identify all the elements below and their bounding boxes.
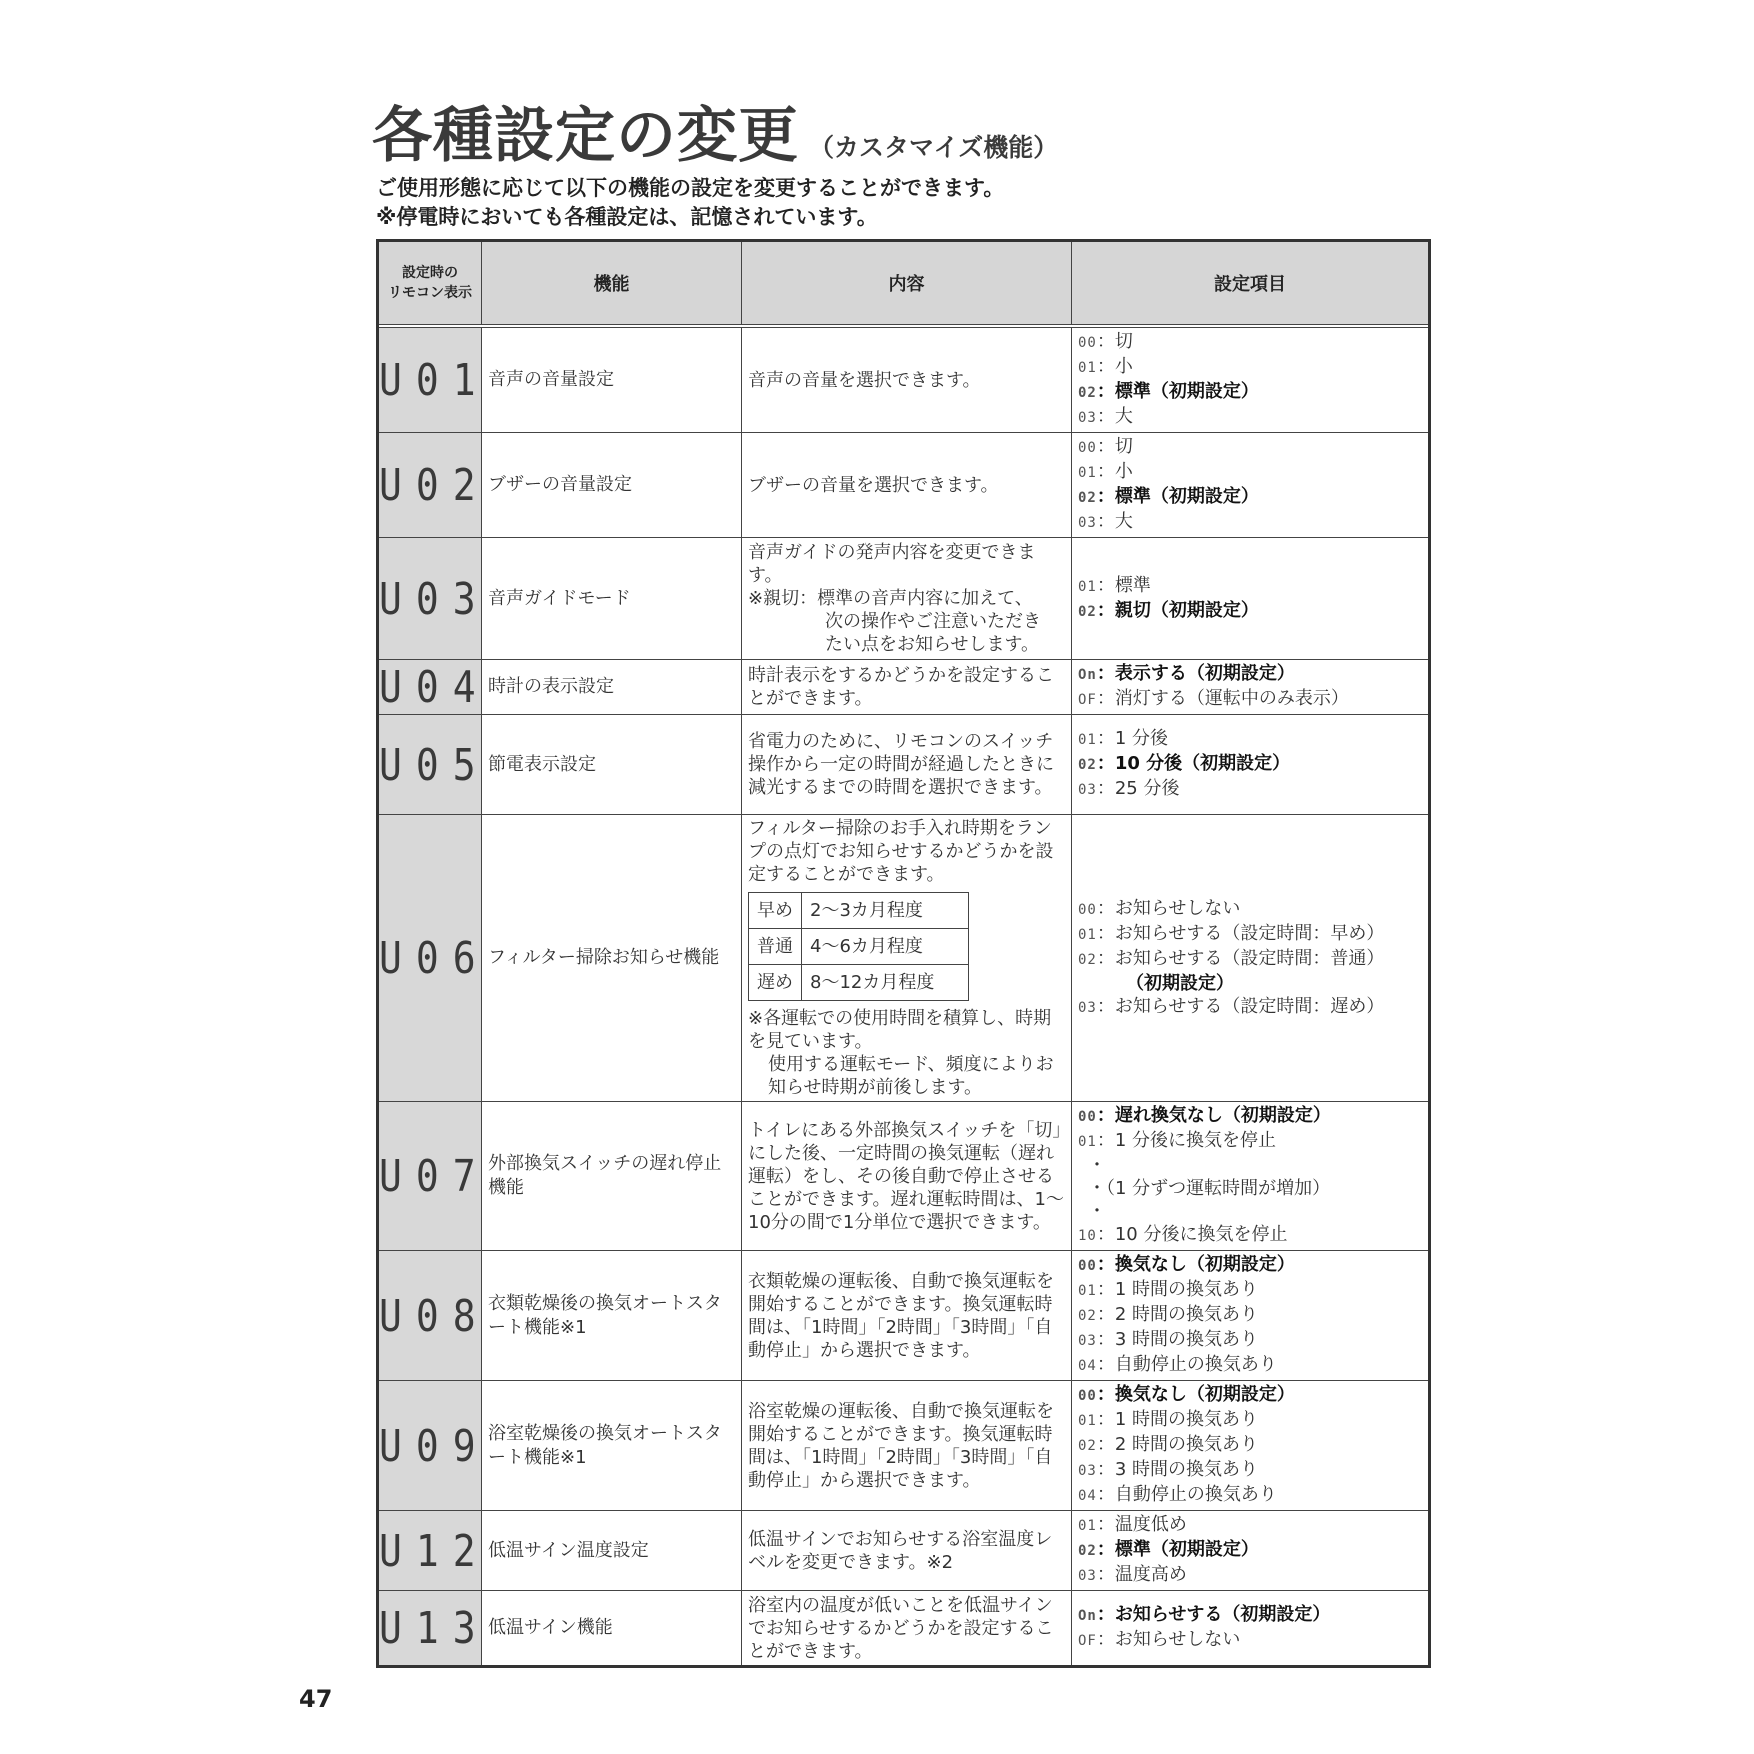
setting-option bbox=[1078, 380, 1422, 405]
option-code: 03 bbox=[1078, 1568, 1097, 1584]
option-code: On bbox=[1078, 1608, 1097, 1624]
setting-option bbox=[1078, 1154, 1422, 1177]
option-text: ：自動停止の換気あり bbox=[1096, 1484, 1277, 1505]
option-text: ：お知らせする（設定時間：早め） bbox=[1096, 922, 1385, 944]
option-code: 01 bbox=[1078, 578, 1097, 595]
title-sub: （カスタマイズ機能） bbox=[809, 133, 1059, 162]
setting-option bbox=[1078, 1303, 1422, 1328]
setting-option bbox=[1078, 897, 1422, 922]
setting-option bbox=[1078, 1483, 1422, 1508]
table-row bbox=[378, 660, 1430, 715]
setting-option bbox=[1078, 1253, 1422, 1278]
header-code: 設定時の リモコン表示 bbox=[378, 241, 482, 325]
setting-options bbox=[1072, 660, 1430, 715]
setting-option bbox=[1078, 510, 1422, 535]
period-row bbox=[749, 965, 969, 1001]
option-text: ：小 bbox=[1096, 356, 1133, 377]
option-code: 04 bbox=[1078, 1488, 1097, 1504]
period-row bbox=[749, 893, 969, 929]
option-text: ：3 時間の換気あり bbox=[1096, 1329, 1259, 1350]
option-text: ：自動停止の換気あり bbox=[1096, 1354, 1277, 1375]
note-text: ※各運転での使用時間を積算し、時期を見ています。 bbox=[748, 1008, 1052, 1052]
option-text: ：お知らせする（設定時間：遅め） bbox=[1096, 995, 1385, 1017]
header-function: 機能 bbox=[482, 241, 742, 325]
function-name: 音声ガイドモード bbox=[482, 538, 742, 660]
option-text: ・ bbox=[1088, 1201, 1106, 1222]
option-code: 01 bbox=[1078, 732, 1097, 748]
table-row bbox=[378, 815, 1430, 1102]
setting-option bbox=[1078, 355, 1422, 380]
function-name: 節電表示設定 bbox=[482, 715, 742, 815]
function-name: 外部換気スイッチの遅れ停止機能 bbox=[482, 1102, 742, 1251]
setting-option bbox=[1078, 1408, 1422, 1433]
option-code: 02 bbox=[1078, 1308, 1097, 1324]
function-description: 音声の音量を選択できます。 bbox=[742, 328, 1072, 433]
option-text: ：切 bbox=[1096, 436, 1133, 457]
setting-options bbox=[1072, 1511, 1430, 1591]
option-code: 00 bbox=[1078, 1258, 1097, 1274]
option-text: ：遅れ換気なし（初期設定） bbox=[1096, 1105, 1331, 1126]
option-text: ：温度低め bbox=[1096, 1514, 1187, 1535]
setting-option bbox=[1078, 727, 1422, 752]
remote-display-code: U08 bbox=[378, 1251, 482, 1381]
period-value: 2～3カ月程度 bbox=[802, 893, 969, 929]
option-code: OF bbox=[1078, 1633, 1097, 1649]
option-text: ：温度高め bbox=[1096, 1564, 1187, 1585]
option-text: ：標準（初期設定） bbox=[1096, 381, 1259, 402]
option-code: 00 bbox=[1078, 1388, 1097, 1404]
option-text: ・（1 分ずつ運転時間が増加） bbox=[1088, 1178, 1331, 1199]
table-row bbox=[378, 1102, 1430, 1251]
option-code: 01 bbox=[1078, 1283, 1097, 1299]
option-code: 02 bbox=[1078, 757, 1097, 773]
setting-option bbox=[1078, 1129, 1422, 1154]
option-code: 02 bbox=[1078, 603, 1097, 620]
note-text: 次の操作やご注意いただき bbox=[825, 611, 1041, 632]
setting-option bbox=[1078, 662, 1422, 687]
option-code: 01 bbox=[1078, 1134, 1097, 1150]
option-text: ：消灯する（運転中のみ表示） bbox=[1096, 688, 1349, 709]
option-text: ：25 分後 bbox=[1096, 778, 1180, 799]
setting-option bbox=[1078, 1458, 1422, 1483]
option-code: 01 bbox=[1078, 1518, 1097, 1534]
table-row bbox=[378, 1591, 1430, 1667]
intro-text bbox=[376, 174, 1004, 232]
function-name: 低温サイン温度設定 bbox=[482, 1511, 742, 1591]
setting-options bbox=[1072, 815, 1430, 1102]
note-text: 使用する運転モード、頻度によりお知らせ時期が前後します。 bbox=[768, 1054, 1054, 1098]
function-name: ブザーの音量設定 bbox=[482, 433, 742, 538]
option-text: ：親切（初期設定） bbox=[1096, 599, 1259, 621]
option-code: 03 bbox=[1078, 782, 1097, 798]
settings-table bbox=[376, 239, 1431, 1668]
option-code: 00 bbox=[1078, 1109, 1097, 1125]
intro-line-2: ※停電時においても各種設定は、記憶されています。 bbox=[376, 205, 878, 229]
option-text: ：標準（初期設定） bbox=[1096, 486, 1259, 507]
setting-option bbox=[1078, 485, 1422, 510]
period-value: 8～12カ月程度 bbox=[802, 965, 969, 1001]
note-text: たい点をお知らせします。 bbox=[825, 634, 1040, 655]
setting-option bbox=[1078, 687, 1422, 712]
option-text: ：10 分後に換気を停止 bbox=[1096, 1224, 1288, 1245]
function-description: 低温サインでお知らせする浴室温度レベルを変更できます。※2 bbox=[742, 1511, 1072, 1591]
remote-display-code: U01 bbox=[378, 328, 482, 433]
option-code: 03 bbox=[1078, 1463, 1097, 1479]
table-row bbox=[378, 1511, 1430, 1591]
option-text: ：標準 bbox=[1096, 574, 1151, 596]
page-title bbox=[372, 88, 1058, 174]
function-name: 低温サイン機能 bbox=[482, 1591, 742, 1667]
option-text: ：表示する（初期設定） bbox=[1096, 663, 1295, 684]
description-text: フィルター掃除のお手入れ時期をランプの点灯でお知らせするかどうかを設定することができます。 bbox=[748, 818, 1054, 885]
option-text: ：お知らせする（初期設定） bbox=[1096, 1604, 1331, 1625]
option-code: 03 bbox=[1078, 1333, 1097, 1349]
option-code: 01 bbox=[1078, 465, 1097, 481]
setting-option bbox=[1078, 1628, 1422, 1653]
function-description bbox=[742, 538, 1072, 660]
option-text: ：1 分後 bbox=[1096, 728, 1169, 749]
function-description: 浴室乾燥の運転後、自動で換気運転を開始することができます。換気運転時間は、「1時間」「2時間」「3時間」「自動停止」から選択できます。 bbox=[742, 1381, 1072, 1511]
option-code: 00 bbox=[1078, 335, 1097, 351]
remote-display-code: U06 bbox=[378, 815, 482, 1102]
option-text: ：換気なし（初期設定） bbox=[1096, 1254, 1295, 1275]
setting-option bbox=[1078, 330, 1422, 355]
option-code: 03 bbox=[1078, 515, 1097, 531]
option-text: ：標準（初期設定） bbox=[1096, 1539, 1259, 1560]
option-code: 03 bbox=[1078, 999, 1097, 1016]
setting-options bbox=[1072, 1251, 1430, 1381]
option-code: 01 bbox=[1078, 926, 1097, 943]
option-text: ：切 bbox=[1096, 331, 1133, 352]
table-row bbox=[378, 1251, 1430, 1381]
setting-option bbox=[1078, 574, 1422, 599]
table-body bbox=[378, 328, 1430, 1667]
setting-option bbox=[1078, 972, 1422, 995]
option-text: ：3 時間の換気あり bbox=[1096, 1459, 1259, 1480]
option-text: ：換気なし（初期設定） bbox=[1096, 1384, 1295, 1405]
option-code: 00 bbox=[1078, 440, 1097, 456]
table-row bbox=[378, 433, 1430, 538]
setting-option bbox=[1078, 460, 1422, 485]
setting-option bbox=[1078, 1223, 1422, 1248]
setting-options bbox=[1072, 433, 1430, 538]
option-text: ：10 分後（初期設定） bbox=[1096, 753, 1291, 774]
option-code: 02 bbox=[1078, 1543, 1097, 1559]
setting-option bbox=[1078, 1177, 1422, 1200]
setting-option bbox=[1078, 1433, 1422, 1458]
option-text: ：お知らせしない bbox=[1096, 1629, 1241, 1650]
function-name: フィルター掃除お知らせ機能 bbox=[482, 815, 742, 1102]
option-code: 02 bbox=[1078, 490, 1097, 506]
period-label: 遅め bbox=[749, 965, 802, 1001]
table-header-row bbox=[378, 241, 1430, 325]
option-text: ：お知らせしない bbox=[1096, 897, 1241, 919]
setting-option bbox=[1078, 1603, 1422, 1628]
setting-option bbox=[1078, 1278, 1422, 1303]
function-name: 音声の音量設定 bbox=[482, 328, 742, 433]
option-code: 02 bbox=[1078, 951, 1097, 968]
option-text: ：小 bbox=[1096, 461, 1133, 482]
remote-display-code: U09 bbox=[378, 1381, 482, 1511]
setting-options bbox=[1072, 1102, 1430, 1251]
period-value: 4～6カ月程度 bbox=[802, 929, 969, 965]
header-content: 内容 bbox=[742, 241, 1072, 325]
setting-option bbox=[1078, 599, 1422, 624]
setting-option bbox=[1078, 1200, 1422, 1223]
setting-option bbox=[1078, 1563, 1422, 1588]
period-label: 普通 bbox=[749, 929, 802, 965]
option-text: （初期設定） bbox=[1126, 972, 1234, 994]
option-text: ：大 bbox=[1096, 406, 1133, 427]
remote-display-code: U12 bbox=[378, 1511, 482, 1591]
setting-option bbox=[1078, 1383, 1422, 1408]
option-code: 00 bbox=[1078, 901, 1097, 918]
remote-display-code: U04 bbox=[378, 660, 482, 715]
period-row bbox=[749, 929, 969, 965]
setting-option bbox=[1078, 1513, 1422, 1538]
option-text: ：1 時間の換気あり bbox=[1096, 1279, 1259, 1300]
table-row bbox=[378, 538, 1430, 660]
setting-option bbox=[1078, 752, 1422, 777]
option-text: ：お知らせする（設定時間：普通） bbox=[1096, 947, 1385, 969]
function-description: トイレにある外部換気スイッチを「切」にした後、一定時間の換気運転（遅れ運転）をし、その後自動で停止させることができます。遅れ運転時間は、1～10分の間で1分単位で選択できます。 bbox=[742, 1102, 1072, 1251]
option-code: On bbox=[1078, 667, 1097, 683]
setting-option bbox=[1078, 435, 1422, 460]
header-options: 設定項目 bbox=[1072, 241, 1430, 325]
option-text: ・ bbox=[1088, 1155, 1106, 1176]
setting-option bbox=[1078, 1353, 1422, 1378]
option-code: OF bbox=[1078, 692, 1097, 708]
table-row bbox=[378, 1381, 1430, 1511]
table-row bbox=[378, 715, 1430, 815]
remote-display-code: U07 bbox=[378, 1102, 482, 1251]
option-code: 03 bbox=[1078, 410, 1097, 426]
note-text: ※親切：標準の音声内容に加えて、 bbox=[748, 588, 1033, 609]
option-code: 02 bbox=[1078, 1438, 1097, 1454]
remote-display-code: U02 bbox=[378, 433, 482, 538]
function-description: 衣類乾燥の運転後、自動で換気運転を開始することができます。換気運転時間は、「1時間」「2時間」「3時間」「自動停止」から選択できます。 bbox=[742, 1251, 1072, 1381]
period-table bbox=[748, 892, 969, 1001]
title-main: 各種設定の変更 bbox=[372, 101, 799, 171]
option-text: ：2 時間の換気あり bbox=[1096, 1304, 1259, 1325]
option-text: ：1 分後に換気を停止 bbox=[1096, 1130, 1277, 1151]
function-description: 時計表示をするかどうかを設定することができます。 bbox=[742, 660, 1072, 715]
setting-option bbox=[1078, 1538, 1422, 1563]
page-number: 47 bbox=[299, 1685, 333, 1713]
setting-option bbox=[1078, 1328, 1422, 1353]
remote-display-code: U13 bbox=[378, 1591, 482, 1667]
setting-options bbox=[1072, 1591, 1430, 1667]
table-row bbox=[378, 328, 1430, 433]
setting-options bbox=[1072, 715, 1430, 815]
option-code: 02 bbox=[1078, 385, 1097, 401]
function-description bbox=[742, 815, 1072, 1102]
function-name: 浴室乾燥後の換気オートスタート機能※1 bbox=[482, 1381, 742, 1511]
function-description: 省電力のために、リモコンのスイッチ操作から一定の時間が経過したときに減光するまでの時間を選択できます。 bbox=[742, 715, 1072, 815]
setting-options bbox=[1072, 1381, 1430, 1511]
setting-option bbox=[1078, 1104, 1422, 1129]
description-text: 音声ガイドの発声内容を変更できます。 bbox=[748, 542, 1036, 586]
option-text: ：2 時間の換気あり bbox=[1096, 1434, 1259, 1455]
function-description: 浴室内の温度が低いことを低温サインでお知らせするかどうかを設定することができます。 bbox=[742, 1591, 1072, 1667]
setting-options bbox=[1072, 328, 1430, 433]
function-name: 時計の表示設定 bbox=[482, 660, 742, 715]
intro-line-1: ご使用形態に応じて以下の機能の設定を変更することができます。 bbox=[376, 176, 1005, 200]
option-text: ：大 bbox=[1096, 511, 1133, 532]
function-name: 衣類乾燥後の換気オートスタート機能※1 bbox=[482, 1251, 742, 1381]
period-label: 早め bbox=[749, 893, 802, 929]
setting-option bbox=[1078, 922, 1422, 947]
setting-option bbox=[1078, 947, 1422, 972]
option-code: 04 bbox=[1078, 1358, 1097, 1374]
option-code: 01 bbox=[1078, 1413, 1097, 1429]
setting-option bbox=[1078, 777, 1422, 802]
option-code: 01 bbox=[1078, 360, 1097, 376]
option-code: 10 bbox=[1078, 1228, 1097, 1244]
setting-options bbox=[1072, 538, 1430, 660]
function-description: ブザーの音量を選択できます。 bbox=[742, 433, 1072, 538]
remote-display-code: U03 bbox=[378, 538, 482, 660]
option-text: ：1 時間の換気あり bbox=[1096, 1409, 1259, 1430]
setting-option bbox=[1078, 405, 1422, 430]
setting-option bbox=[1078, 995, 1422, 1020]
remote-display-code: U05 bbox=[378, 715, 482, 815]
